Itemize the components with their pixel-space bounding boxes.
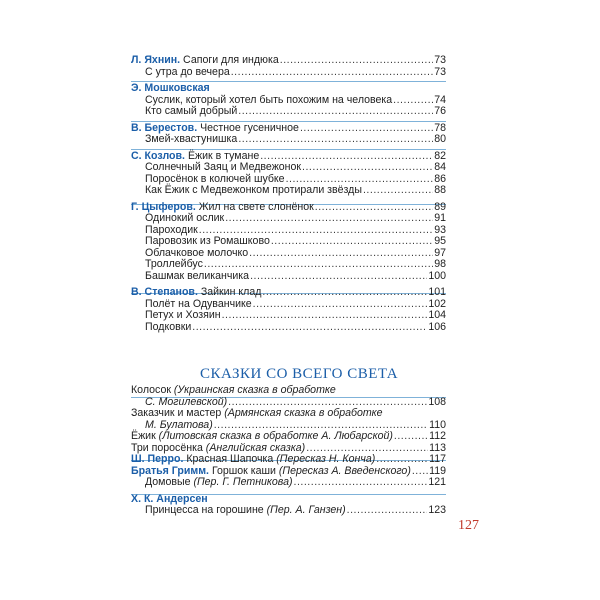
entry-page: 123 bbox=[428, 504, 446, 516]
entry-title: Пароходик bbox=[145, 223, 198, 236]
entry-page: 91 bbox=[434, 212, 446, 224]
entry-page: 117 bbox=[429, 453, 446, 465]
entry-note: (Пер. Г. Петникова) bbox=[193, 476, 293, 488]
toc-entry[interactable] bbox=[131, 322, 446, 334]
entry-page: 80 bbox=[434, 133, 446, 145]
entry-note: (Украинская сказка в обработке bbox=[173, 384, 336, 396]
entry-title: Красная Шапочка bbox=[186, 453, 274, 465]
author-heading bbox=[131, 83, 446, 95]
entry-title: Подковки bbox=[145, 320, 192, 333]
entry-title: Змей-хвастунишка bbox=[145, 133, 238, 145]
entry-title: Ёжик в тумане bbox=[187, 149, 260, 162]
entry-title: Паровозик из Ромашково bbox=[145, 235, 270, 247]
entry-page: 73 bbox=[434, 65, 446, 78]
toc-entry[interactable] bbox=[131, 287, 446, 299]
toc-entry[interactable] bbox=[131, 271, 446, 283]
author-name: Г. Цыферов. bbox=[131, 200, 196, 213]
entry-page: 88 bbox=[434, 184, 446, 196]
page-number: 127 bbox=[458, 518, 479, 533]
author-name: С. Козлов. bbox=[131, 149, 185, 162]
entry-note: М. Булатова) bbox=[145, 418, 213, 431]
entry-title: Троллейбус bbox=[145, 258, 203, 270]
toc-section-2 bbox=[131, 385, 446, 517]
entry-page: 76 bbox=[434, 105, 446, 117]
entry-page: 84 bbox=[434, 161, 446, 173]
author-name: В. Берестов. bbox=[131, 121, 198, 134]
entry-page: 101 bbox=[428, 286, 446, 298]
entry-title: Кто самый добрый bbox=[145, 105, 238, 117]
entry-note: С. Могилевской) bbox=[145, 395, 228, 408]
entry-page: 113 bbox=[429, 441, 446, 454]
entry-page: 106 bbox=[428, 320, 446, 333]
entry-title: Три поросёнка bbox=[131, 441, 203, 454]
entry-page: 108 bbox=[428, 395, 446, 408]
entry-note: (Пересказ А. Введенского) bbox=[278, 464, 411, 477]
section-title: СКАЗКИ СО ВСЕГО СВЕТА bbox=[200, 366, 399, 382]
toc-entry[interactable] bbox=[131, 213, 446, 225]
entry-title: Сапоги для индюка bbox=[183, 54, 279, 66]
entry-title: Горшок каши bbox=[211, 464, 276, 477]
entry-page: 82 bbox=[434, 149, 446, 162]
entry-page: 102 bbox=[428, 297, 446, 310]
entry-title: Башмак великанчика bbox=[145, 269, 250, 282]
toc-entry[interactable] bbox=[131, 185, 446, 197]
toc-entry[interactable] bbox=[131, 67, 446, 79]
entry-note: (Армянская сказка в обработке bbox=[224, 407, 383, 419]
author-name: Л. Яхнин. bbox=[131, 54, 181, 66]
entry-page: 121 bbox=[428, 476, 446, 488]
entry-title: Суслик, который хотел быть похожим на человека bbox=[145, 93, 393, 106]
entry-page: 73 bbox=[434, 54, 446, 66]
toc-entry[interactable] bbox=[131, 162, 446, 174]
toc-entry[interactable] bbox=[131, 106, 446, 118]
entry-page: 95 bbox=[434, 235, 446, 247]
entry-page: 97 bbox=[434, 246, 446, 259]
author-name: Ш. Перро. bbox=[131, 453, 184, 465]
entry-title: Петух и Хозяин bbox=[145, 309, 221, 321]
author-name: Э. Мошковская bbox=[131, 82, 210, 94]
author-name: Х. К. Андерсен bbox=[131, 492, 208, 505]
entry-note: (Пер. А. Ганзен) bbox=[266, 504, 346, 516]
entry-note: (Английская сказка) bbox=[205, 441, 306, 454]
entry-title: Облачковое молочко bbox=[145, 246, 249, 259]
author-name: Братья Гримм. bbox=[131, 464, 210, 477]
toc-entry[interactable] bbox=[131, 310, 446, 322]
toc-entry[interactable] bbox=[131, 477, 446, 489]
entry-title: Принцесса на горошине bbox=[145, 504, 264, 516]
entry-title: Зайкин клад bbox=[200, 286, 262, 298]
entry-title: Солнечный Заяц и Медвежонок bbox=[145, 161, 302, 173]
toc-entry[interactable] bbox=[131, 505, 446, 517]
entry-title: Одинокий ослик bbox=[145, 212, 225, 224]
entry-title: Заказчик и мастер bbox=[131, 407, 222, 419]
entry-note: (Литовская сказка в обработке А. Любарской) bbox=[158, 430, 393, 442]
entry-page: 98 bbox=[434, 258, 446, 270]
entry-page: 78 bbox=[434, 121, 446, 134]
entry-title: Честное гусеничное bbox=[200, 121, 299, 134]
entry-page: 74 bbox=[434, 93, 446, 106]
toc-entry[interactable] bbox=[131, 408, 446, 420]
entry-title: Домовые bbox=[145, 476, 191, 488]
toc-entry[interactable] bbox=[131, 259, 446, 271]
author-name: В. Степанов. bbox=[131, 286, 198, 298]
entry-page: 119 bbox=[429, 464, 446, 477]
entry-page: 100 bbox=[428, 269, 446, 282]
entry-title: Колосок bbox=[131, 384, 171, 396]
entry-page: 112 bbox=[429, 430, 446, 442]
entry-title: Поросёнок в колючей шубке bbox=[145, 172, 285, 185]
toc-entry[interactable] bbox=[131, 385, 446, 397]
entry-title: С утра до вечера bbox=[145, 65, 230, 78]
entry-title: Полёт на Одуванчике bbox=[145, 297, 252, 310]
entry-page: 104 bbox=[428, 309, 446, 321]
entry-page: 110 bbox=[429, 418, 446, 431]
entry-note: (Пересказ Н. Конча) bbox=[276, 453, 376, 465]
toc-entry[interactable] bbox=[131, 55, 446, 67]
entry-title: Ёжик bbox=[131, 430, 156, 442]
toc-section-1 bbox=[131, 55, 446, 333]
entry-title: Как Ёжик с Медвежонком протирали звёзды bbox=[145, 184, 362, 196]
entry-title: Жил на свете слонёнок bbox=[198, 200, 314, 213]
toc-entry[interactable] bbox=[131, 134, 446, 146]
entry-page: 86 bbox=[434, 172, 446, 185]
entry-page: 89 bbox=[434, 200, 446, 213]
toc-entry[interactable] bbox=[131, 236, 446, 248]
entry-page: 93 bbox=[434, 223, 446, 236]
